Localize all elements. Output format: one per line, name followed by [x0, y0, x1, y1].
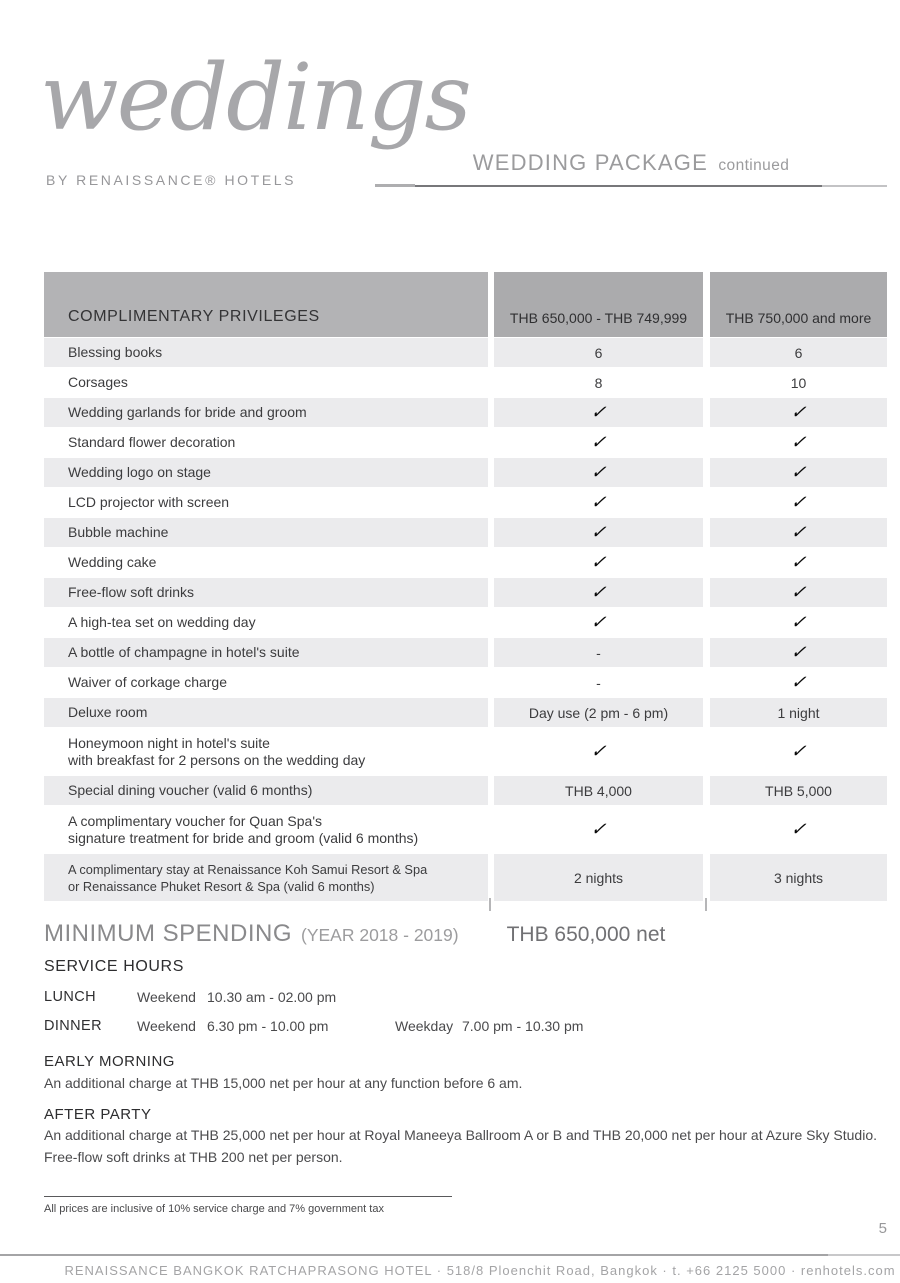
tier2-value: ✓ [789, 612, 808, 632]
privilege-label: Deluxe room [44, 698, 488, 727]
tier1-value: ✓ [494, 398, 703, 427]
tier2-value: ✓ [789, 819, 808, 839]
privilege-label: Wedding cake [68, 554, 157, 570]
column-header-tier1: THB 650,000 - THB 749,999 [494, 272, 703, 337]
dinner-label: DINNER [44, 1018, 102, 1034]
table-column-stub-left [489, 898, 491, 911]
tier2-value: 3 nights [710, 854, 887, 901]
table-row [44, 698, 887, 727]
tier2-value: ✓ [710, 638, 887, 667]
tier1-value: ✓ [589, 612, 608, 632]
table-row [44, 578, 887, 607]
table-row [44, 806, 887, 853]
minimum-spending-amount: THB 650,000 net [506, 923, 666, 946]
early-morning-body: An additional charge at THB 15,000 net per hour at any function before 6 am. [44, 1075, 523, 1091]
table-row [44, 776, 887, 805]
tier1-value: ✓ [589, 819, 608, 839]
privilege-label: Blessing books [44, 338, 488, 367]
tier1-value: ✓ [589, 552, 608, 572]
table-row [44, 458, 887, 487]
tier1-value: 6 [494, 338, 703, 367]
column-header-tier2: THB 750,000 and more [710, 272, 887, 337]
weddings-script-logo: weddings [40, 44, 470, 151]
header-rule-tail [822, 185, 887, 188]
table-row [44, 548, 887, 577]
page-title-continued: continued [718, 157, 790, 174]
privilege-label: Standard flower decoration [68, 434, 236, 450]
header-rule-line [415, 185, 887, 187]
privilege-label: Special dining voucher (valid 6 months) [44, 776, 488, 805]
header-rule-stub [375, 184, 415, 187]
privilege-label: A complimentary voucher for Quan Spa's signature treatment for bride and groom (valid 6 months) [68, 812, 419, 846]
table-row [44, 428, 887, 457]
dinner-day2: Weekday [395, 1018, 454, 1034]
page-number: 5 [878, 1220, 887, 1237]
lunch-label: LUNCH [44, 989, 96, 1005]
footer-rule [0, 1254, 828, 1256]
tier2-value: ✓ [710, 398, 887, 427]
lunch-time: 10.30 am - 02.00 pm [207, 989, 337, 1005]
lunch-day: Weekend [137, 989, 196, 1005]
table-row [44, 398, 887, 427]
service-hours-dinner-row [44, 1018, 583, 1034]
tier1-value: ✓ [589, 492, 608, 512]
tier1-value: THB 4,000 [494, 776, 703, 805]
table-row [44, 608, 887, 637]
privilege-label: LCD projector with screen [68, 494, 230, 510]
table-row [44, 728, 887, 775]
dinner-time2: 7.00 pm - 10.30 pm [462, 1018, 584, 1034]
after-party-title: AFTER PARTY [44, 1106, 152, 1123]
page-title [375, 150, 887, 176]
privilege-label: Wedding garlands for bride and groom [44, 398, 488, 427]
dinner-time: 6.30 pm - 10.00 pm [207, 1018, 329, 1034]
tier2-value: ✓ [789, 492, 808, 512]
lunch-day2 [395, 989, 462, 1005]
privilege-label: Wedding logo on stage [44, 458, 488, 487]
minimum-spending-period: (YEAR 2018 - 2019) [301, 925, 459, 945]
tier2-value: 6 [710, 338, 887, 367]
privilege-label: Bubble machine [44, 518, 488, 547]
footer-address: RENAISSANCE BANGKOK RATCHAPRASONG HOTEL · 518/8 Ploenchit Road, Bangkok · t. +66 2125 5000 · renhotels.com [64, 1263, 896, 1278]
dinner-day: Weekend [137, 1018, 196, 1034]
privilege-label: Corsages [68, 374, 128, 390]
tier1-value: - [494, 638, 703, 667]
table-row [44, 638, 887, 667]
privilege-label: A complimentary stay at Renaissance Koh Samui Resort & Spa or Renaissance Phuket Resort & Spa (valid 6 months) [44, 854, 488, 901]
footer-rule-tail [828, 1254, 900, 1257]
tier2-value: 1 night [710, 698, 887, 727]
tier1-value: - [596, 674, 601, 691]
after-party-line2: Free-flow soft drinks at THB 200 net per person. [44, 1149, 343, 1165]
table-row [44, 854, 887, 901]
table-column-stub-right [705, 898, 707, 911]
tier2-value: ✓ [710, 578, 887, 607]
privilege-label: Honeymoon night in hotel's suite with breakfast for 2 persons on the wedding day [68, 734, 366, 768]
logo-tagline: BY RENAISSANCE® HOTELS [46, 172, 297, 188]
tier1-value: Day use (2 pm - 6 pm) [494, 698, 703, 727]
page-title-text: WEDDING PACKAGE [472, 150, 708, 175]
table-row [44, 338, 887, 367]
early-morning-title: EARLY MORNING [44, 1053, 175, 1070]
table-row [44, 518, 887, 547]
tier2-value: ✓ [710, 518, 887, 547]
tier1-value: 2 nights [494, 854, 703, 901]
table-row [44, 668, 887, 697]
tier2-value: THB 5,000 [710, 776, 887, 805]
table-header-row [44, 272, 887, 337]
table-row [44, 368, 887, 397]
header-rule [375, 184, 887, 188]
tier1-value: ✓ [589, 741, 608, 761]
tier1-value: ✓ [494, 458, 703, 487]
tier2-value: ✓ [789, 741, 808, 761]
privilege-label: A high-tea set on wedding day [68, 614, 256, 630]
table-row [44, 488, 887, 517]
privilege-label: Free-flow soft drinks [44, 578, 488, 607]
tier1-value: ✓ [589, 432, 608, 452]
table-body [44, 338, 887, 901]
minimum-spending-title: MINIMUM SPENDING [44, 920, 292, 947]
tier2-value: ✓ [789, 432, 808, 452]
privilege-label: Waiver of corkage charge [68, 674, 227, 690]
minimum-spending [44, 920, 665, 948]
after-party-line1: An additional charge at THB 25,000 net per hour at Royal Maneeya Ballroom A or B and THB 20,000 net per hour at Azure Sky Studio. [44, 1127, 877, 1143]
tier2-value: ✓ [710, 458, 887, 487]
tier1-value: ✓ [494, 518, 703, 547]
column-header-privileges: COMPLIMENTARY PRIVILEGES [44, 272, 488, 337]
fine-print: All prices are inclusive of 10% service charge and 7% government tax [44, 1203, 384, 1215]
tier1-value: ✓ [494, 578, 703, 607]
privileges-table [44, 272, 887, 902]
tier2-value: ✓ [789, 552, 808, 572]
service-hours-lunch-row [44, 989, 462, 1005]
privilege-label: A bottle of champagne in hotel's suite [44, 638, 488, 667]
fine-print-rule [44, 1196, 452, 1197]
tier1-value: 8 [594, 374, 603, 391]
service-hours-title: SERVICE HOURS [44, 958, 184, 975]
tier2-value: 10 [790, 374, 807, 391]
tier2-value: ✓ [789, 672, 808, 692]
